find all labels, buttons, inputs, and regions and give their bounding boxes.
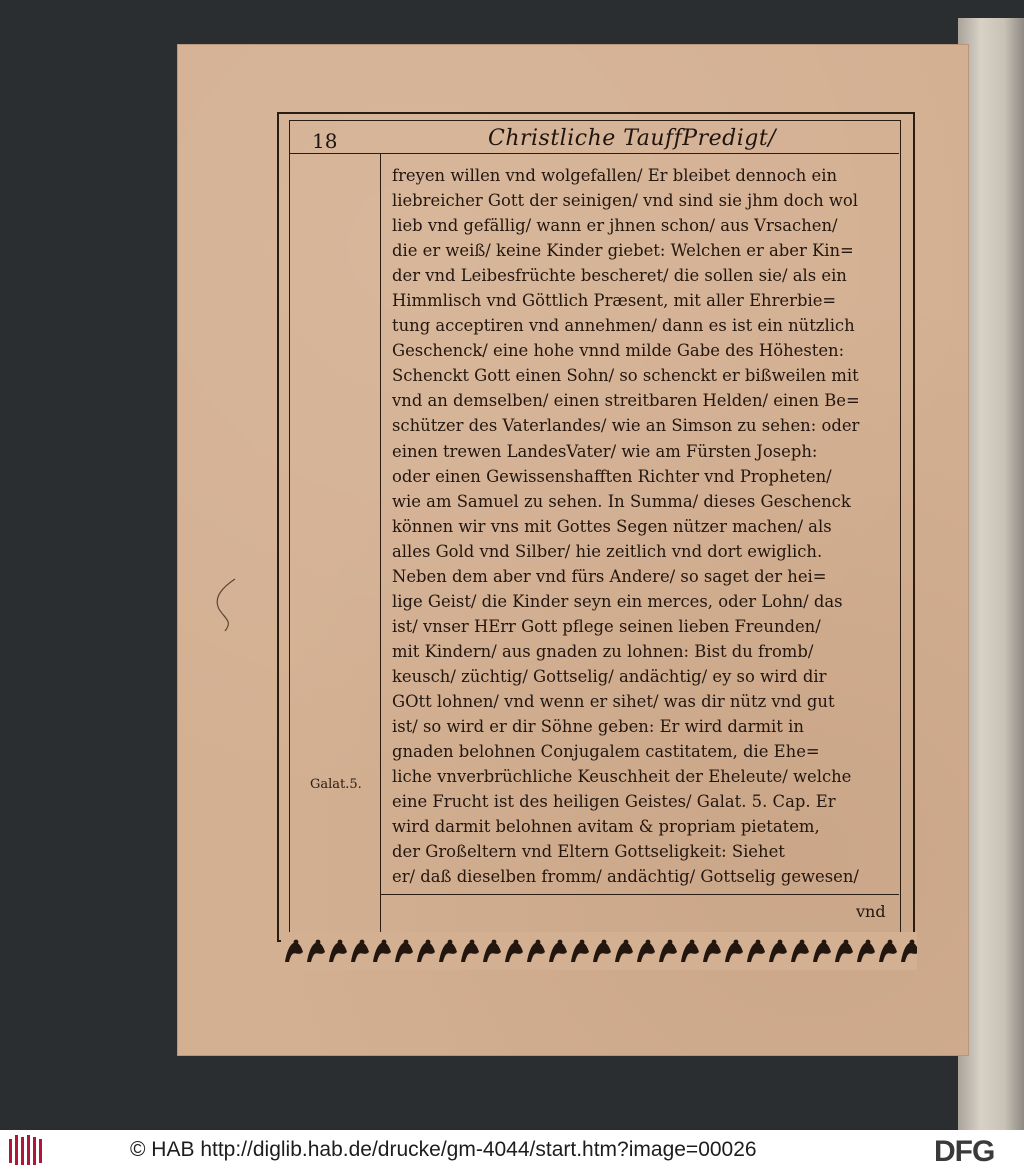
text-line: wie am Samuel zu sehen. In Summa/ dieses Geschenck	[392, 491, 851, 511]
text-line: freyen willen vnd wolgefallen/ Er bleibet dennoch ein	[392, 166, 838, 185]
text-line: einen trewen LandesVater/ wie am Fürsten Joseph:	[392, 441, 818, 461]
margin-note: Galat.5.	[310, 777, 362, 792]
text-line: Neben dem aber vnd fürs Andere/ so saget der hei=	[392, 566, 827, 586]
text-line: eine Frucht ist des heiligen Geistes/ Galat. 5. Cap. Er	[392, 792, 836, 812]
text-line: schützer des Vaterlandes/ wie an Simson zu sehen: oder	[392, 416, 860, 436]
text-line: ist/ so wird er dir Söhne geben: Er wird darmit in	[392, 717, 804, 737]
text-line: lige Geist/ die Kinder seyn ein merces, oder Lohn/ das	[392, 591, 843, 611]
text-line: der Großeltern vnd Eltern Gottseligkeit: Siehet	[392, 842, 785, 862]
text-line: wird darmit belohnen avitam & propriam pietatem,	[392, 817, 820, 837]
ornament-border	[281, 932, 917, 970]
text-line: er/ daß dieselben fromm/ andächtig/ Gottselig gewesen/	[392, 867, 859, 887]
text-line: Schenckt Gott einen Sohn/ so schenckt er bißweilen mit	[392, 366, 859, 386]
body-text	[392, 163, 892, 889]
text-line: gnaden belohnen Conjugalem castitatem, die Ehe=	[392, 742, 820, 762]
footer-rule	[380, 894, 899, 895]
text-line: lieb vnd gefällig/ wann er jhnen schon/ aus Vrsachen/	[392, 216, 838, 236]
hab-library-logo-icon	[7, 1133, 47, 1167]
text-line: der vnd Leibesfrüchte bescheret/ die sollen sie/ als ein	[392, 266, 847, 286]
handwritten-mark-icon	[205, 575, 241, 635]
text-line: liebreicher Gott der seinigen/ vnd sind sie jhm doch wol	[392, 191, 858, 211]
text-line: die er weiß/ keine Kinder giebet: Welchen er aber Kin=	[392, 241, 854, 261]
catchword: vnd	[856, 902, 886, 921]
text-line: Himmlisch vnd Göttlich Præsent, mit aller Ehrerbie=	[392, 291, 837, 311]
text-line: Geschenck/ eine hohe vnnd milde Gabe des Höhesten:	[392, 341, 845, 361]
text-line: ist/ vnser HErr Gott pflege seinen lieben Freunden/	[392, 616, 821, 636]
text-line: alles Gold vnd Silber/ hie zeitlich vnd dort ewiglich.	[392, 541, 823, 561]
dfg-logo: DFG	[934, 1135, 995, 1168]
running-title: Christliche TauffPredigt/	[488, 126, 777, 151]
text-line: tung acceptiren vnd annehmen/ dann es ist ein nützlich	[392, 316, 855, 336]
text-line: vnd an demselben/ einen streitbaren Helden/ einen Be=	[392, 391, 860, 411]
text-line: oder einen Gewissenshafften Richter vnd Propheten/	[392, 466, 832, 486]
footer-credit: © HAB http://diglib.hab.de/drucke/gm-4044/start.htm?image=00026	[130, 1138, 757, 1161]
text-line: keusch/ züchtig/ Gottselig/ andächtig/ ey so wird dir	[392, 666, 827, 686]
text-line: mit Kindern/ aus gnaden zu lohnen: Bist du fromb/	[392, 641, 814, 661]
page-number: 18	[312, 129, 338, 153]
text-line: liche vnverbrüchliche Keuschheit der Eheleute/ welche	[392, 767, 852, 787]
margin-column-rule	[380, 153, 381, 932]
text-line: GOtt lohnen/ vnd wenn er sihet/ was dir nütz vnd gut	[392, 691, 835, 711]
text-line: können wir vns mit Gottes Segen nützer machen/ als	[392, 516, 832, 536]
